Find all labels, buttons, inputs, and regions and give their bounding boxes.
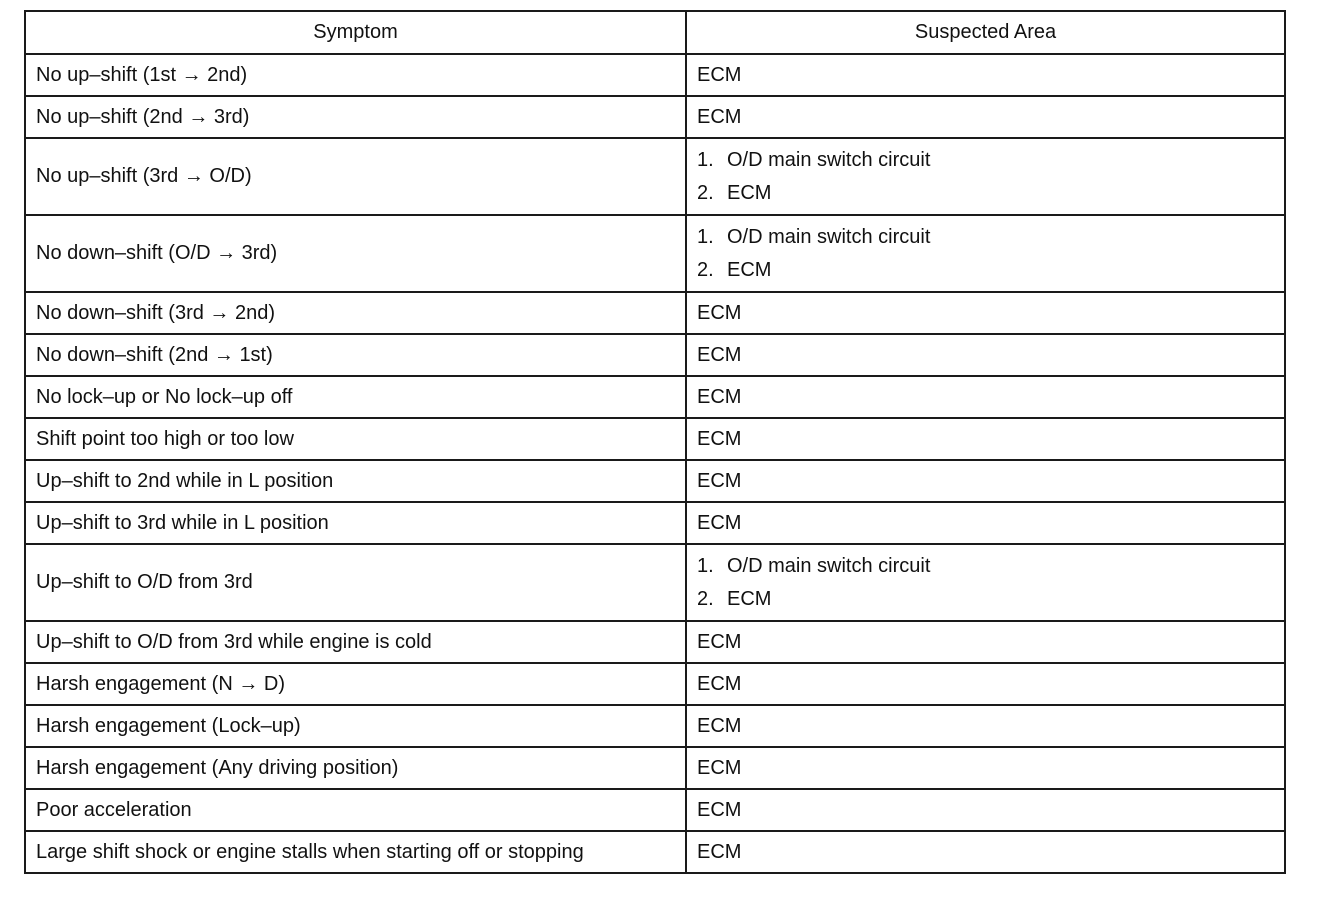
suspected-area-text: O/D main switch circuit (727, 225, 931, 248)
suspected-area-cell: ECM (686, 621, 1285, 663)
table-row (25, 502, 1285, 544)
symptom-cell: Harsh engagement (Lock–up) (25, 705, 686, 747)
suspected-area-list (697, 550, 1274, 616)
symptom-cell: Shift point too high or too low (25, 418, 686, 460)
suspected-area-cell: ECM (686, 376, 1285, 418)
list-number: 2. (697, 181, 714, 204)
symptom-cell: Harsh engagement (Any driving position) (25, 747, 686, 789)
suspected-area-text: ECM (727, 181, 772, 204)
table-row (25, 747, 1285, 789)
header-suspected-area: Suspected Area (686, 11, 1285, 54)
list-number: 1. (697, 554, 714, 577)
list-number: 1. (697, 148, 714, 171)
suspected-area-cell (686, 138, 1285, 215)
suspected-area-cell (686, 215, 1285, 292)
symptom-cell: Up–shift to O/D from 3rd (25, 544, 686, 621)
table-row (25, 418, 1285, 460)
list-number: 2. (697, 258, 714, 281)
table-body (25, 54, 1285, 873)
symptom-cell: No up–shift (3rd → O/D) (25, 138, 686, 215)
table-row (25, 96, 1285, 138)
suspected-area-cell: ECM (686, 334, 1285, 376)
table-row (25, 789, 1285, 831)
suspected-area-list (697, 144, 1274, 210)
symptom-cell: Up–shift to 2nd while in L position (25, 460, 686, 502)
symptom-cell: No up–shift (1st → 2nd) (25, 54, 686, 96)
table-row (25, 544, 1285, 621)
suspected-area-text: O/D main switch circuit (727, 148, 931, 171)
suspected-area-cell (686, 544, 1285, 621)
symptom-cell: Poor acceleration (25, 789, 686, 831)
suspected-area-cell: ECM (686, 54, 1285, 96)
symptom-cell: No up–shift (2nd → 3rd) (25, 96, 686, 138)
symptom-cell: No lock–up or No lock–up off (25, 376, 686, 418)
suspected-area-item (697, 221, 1274, 254)
suspected-area-text: ECM (727, 258, 772, 281)
suspected-area-cell: ECM (686, 460, 1285, 502)
table-row (25, 292, 1285, 334)
suspected-area-cell: ECM (686, 502, 1285, 544)
table-row (25, 54, 1285, 96)
table-row (25, 334, 1285, 376)
symptom-cell: Up–shift to O/D from 3rd while engine is cold (25, 621, 686, 663)
suspected-area-text: ECM (727, 587, 772, 610)
table-row (25, 460, 1285, 502)
table-row (25, 376, 1285, 418)
symptom-cell: Harsh engagement (N → D) (25, 663, 686, 705)
list-number: 2. (697, 587, 714, 610)
suspected-area-cell: ECM (686, 789, 1285, 831)
table-header-row (25, 11, 1285, 54)
list-number: 1. (697, 225, 714, 248)
symptom-cell: No down–shift (O/D → 3rd) (25, 215, 686, 292)
table-row (25, 621, 1285, 663)
suspected-area-item (697, 177, 1274, 210)
suspected-area-cell: ECM (686, 747, 1285, 789)
suspected-area-cell: ECM (686, 292, 1285, 334)
table-row (25, 831, 1285, 873)
suspected-area-item (697, 254, 1274, 287)
suspected-area-cell: ECM (686, 663, 1285, 705)
symptom-table (24, 10, 1286, 874)
suspected-area-cell: ECM (686, 418, 1285, 460)
symptom-cell: Up–shift to 3rd while in L position (25, 502, 686, 544)
suspected-area-list (697, 221, 1274, 287)
table-row (25, 663, 1285, 705)
suspected-area-item (697, 583, 1274, 616)
table-row (25, 215, 1285, 292)
suspected-area-cell: ECM (686, 831, 1285, 873)
symptom-cell: No down–shift (2nd → 1st) (25, 334, 686, 376)
suspected-area-cell: ECM (686, 705, 1285, 747)
suspected-area-text: O/D main switch circuit (727, 554, 931, 577)
table-row (25, 138, 1285, 215)
suspected-area-item (697, 550, 1274, 583)
symptom-cell: No down–shift (3rd → 2nd) (25, 292, 686, 334)
suspected-area-cell: ECM (686, 96, 1285, 138)
header-symptom: Symptom (25, 11, 686, 54)
table-row (25, 705, 1285, 747)
suspected-area-item (697, 144, 1274, 177)
symptom-cell: Large shift shock or engine stalls when starting off or stopping (25, 831, 686, 873)
